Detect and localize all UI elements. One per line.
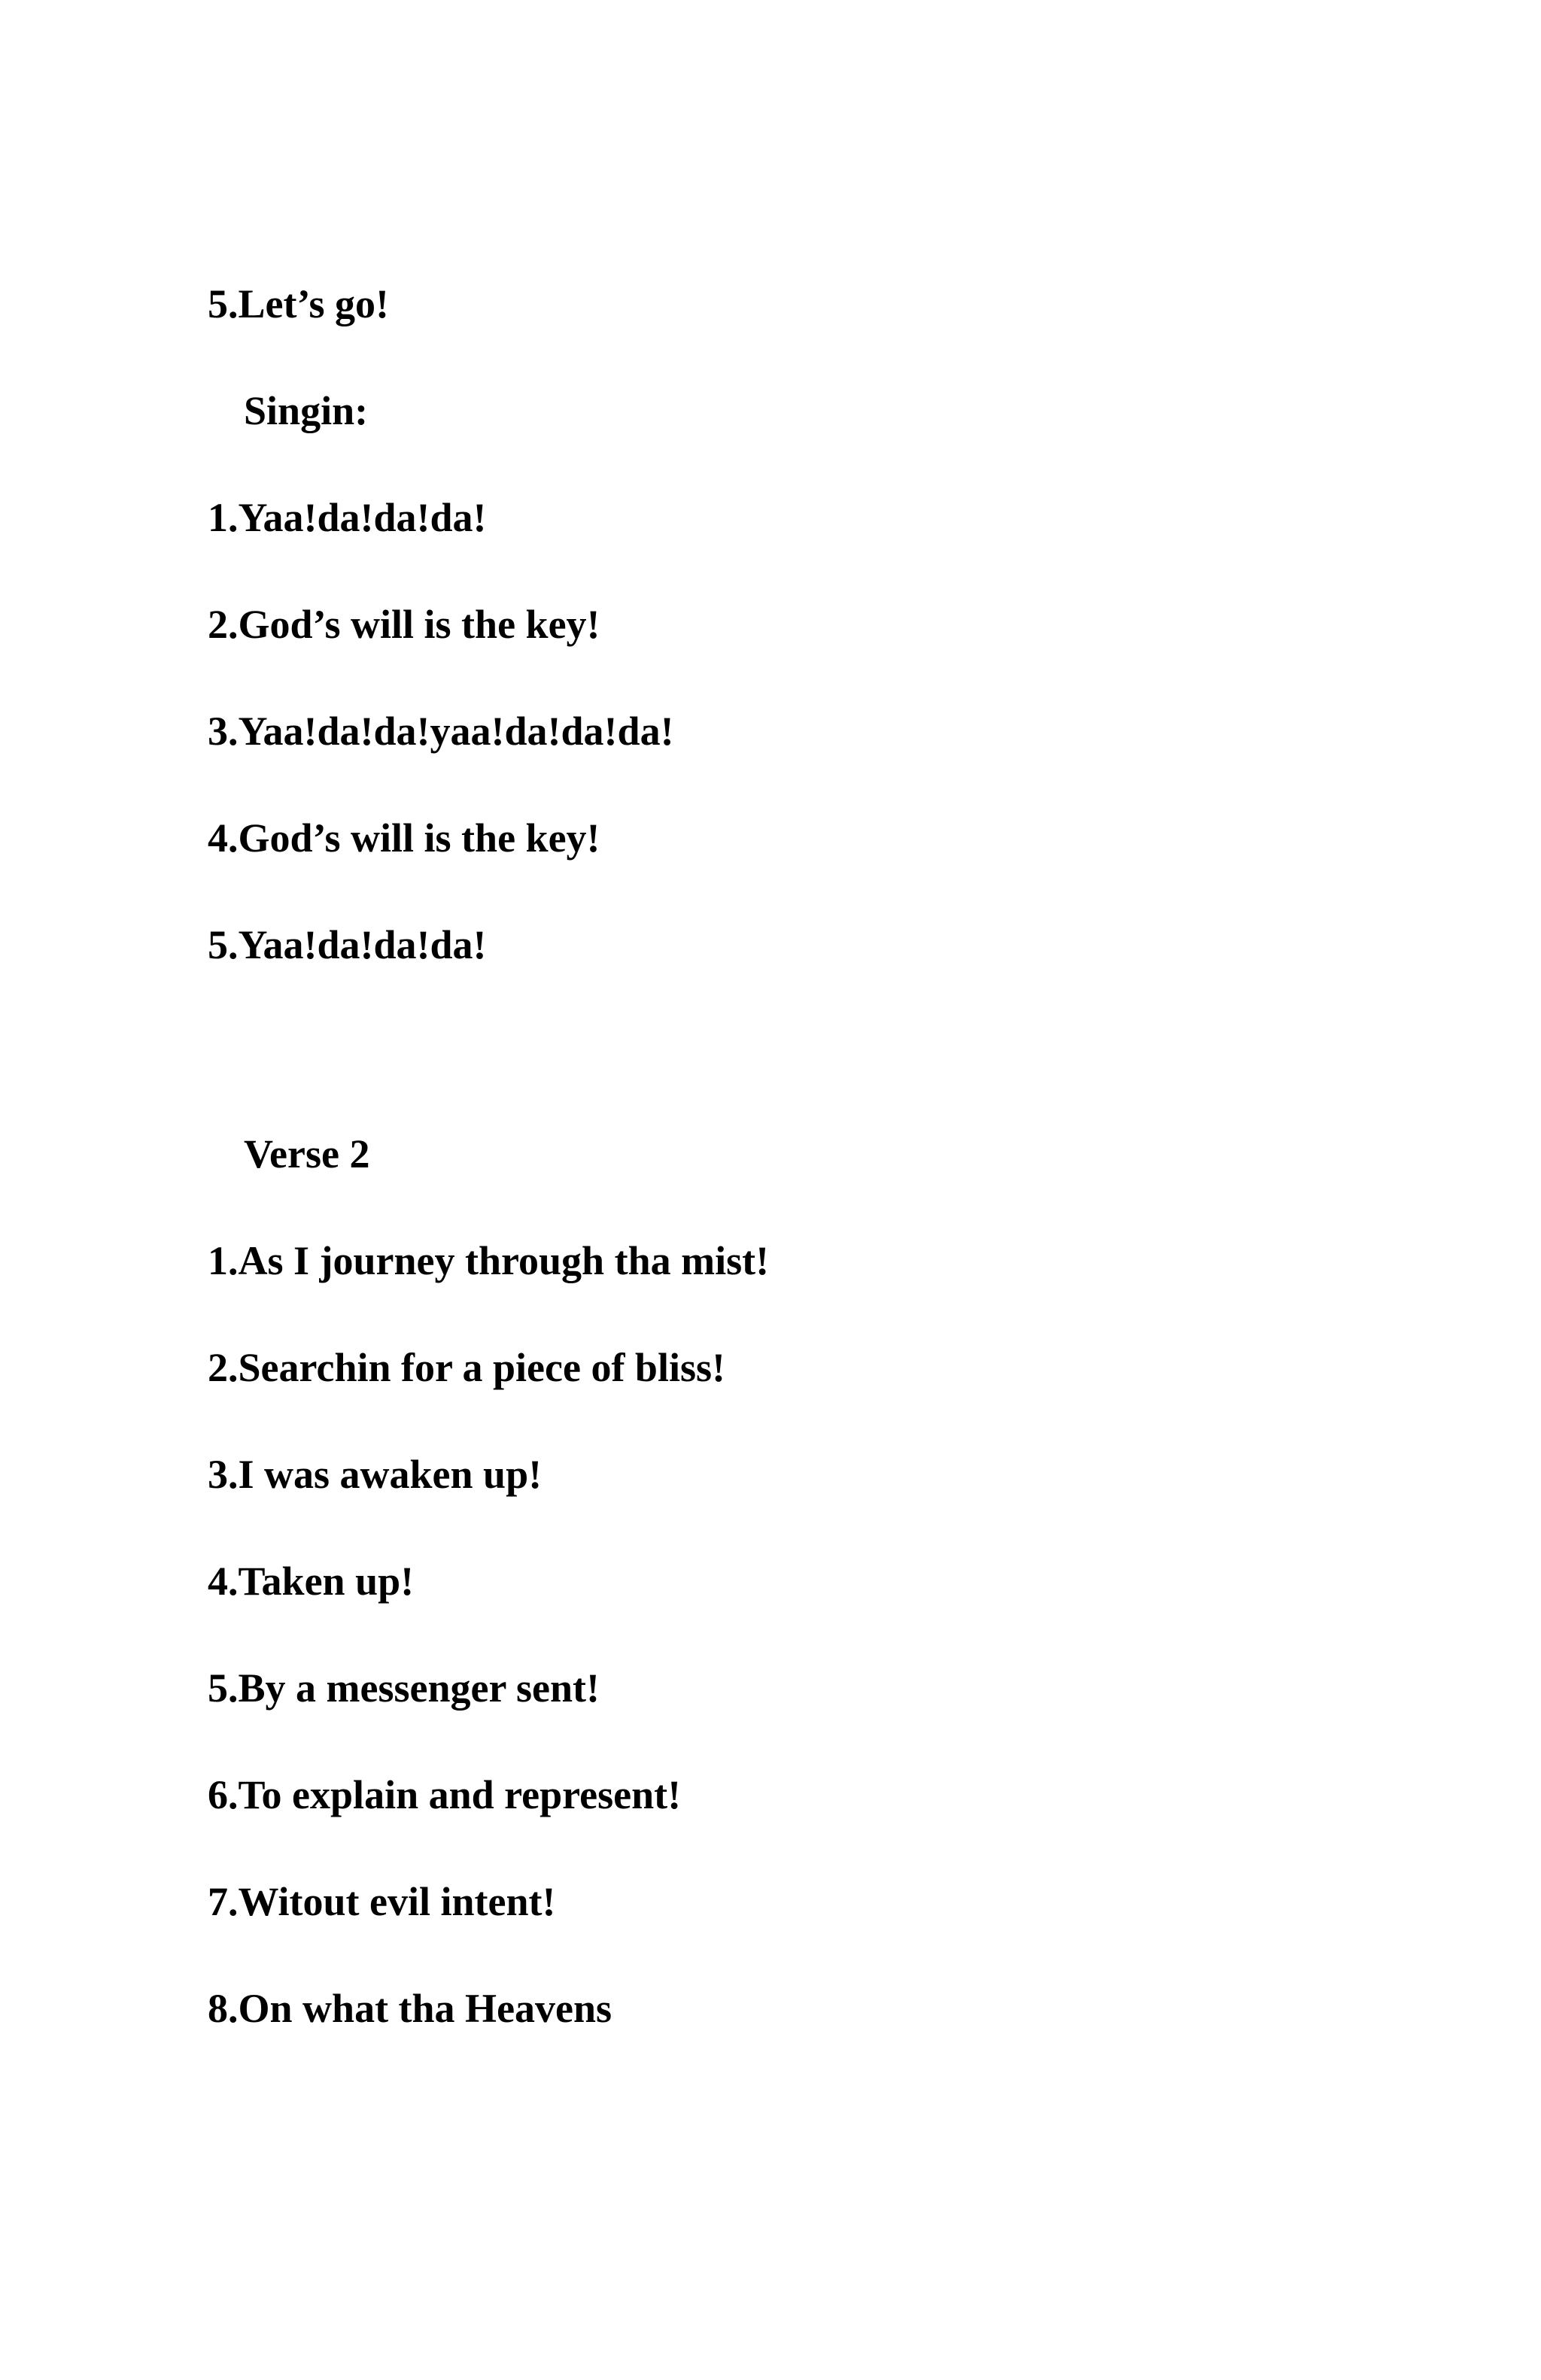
section-heading-singin: Singin: bbox=[244, 388, 369, 433]
lyric-line: 5.Let’s go! bbox=[208, 281, 389, 326]
lyric-line: 8.On what tha Heavens bbox=[208, 1986, 612, 2031]
lyric-line: 7.Witout evil intent! bbox=[208, 1879, 556, 1924]
lyric-line: 3.I was awaken up! bbox=[208, 1452, 543, 1497]
lyric-line: 5.Yaa!da!da!da! bbox=[208, 922, 487, 967]
lyric-line: 6.To explain and represent! bbox=[208, 1772, 682, 1817]
lyric-line: 5.By a messenger sent! bbox=[208, 1665, 600, 1711]
lyric-line: 1.As I journey through tha mist! bbox=[208, 1238, 770, 1283]
lyric-line: 4.Taken up! bbox=[208, 1559, 415, 1604]
lyric-line: 1.Yaa!da!da!da! bbox=[208, 495, 487, 540]
lyric-line: 3.Yaa!da!da!yaa!da!da!da! bbox=[208, 709, 674, 754]
section-heading-verse: Verse 2 bbox=[244, 1131, 370, 1176]
lyric-line: 2.God’s will is the key! bbox=[208, 602, 600, 647]
lyric-line: 2.Searchin for a piece of bliss! bbox=[208, 1345, 725, 1390]
lyric-line: 4.God’s will is the key! bbox=[208, 815, 600, 861]
